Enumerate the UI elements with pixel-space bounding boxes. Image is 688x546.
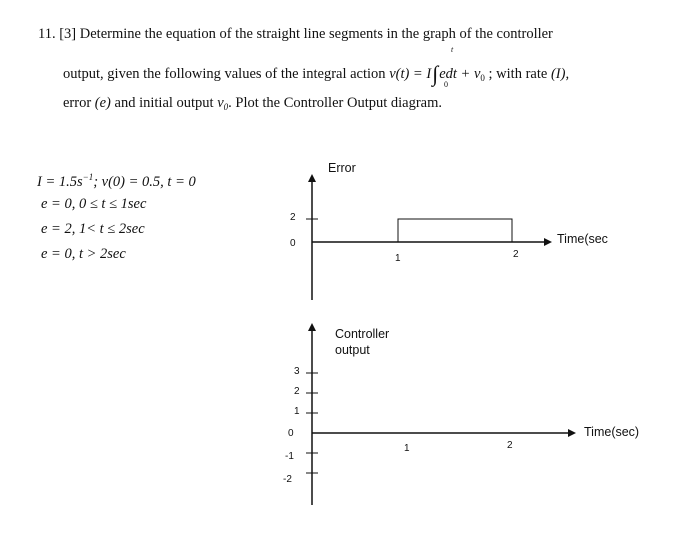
output-x-tick-1: 1 xyxy=(404,443,410,454)
error-y-label: Error xyxy=(328,161,356,175)
question-line-3-b: and initial output xyxy=(114,95,214,111)
integral-upper-limit: t xyxy=(451,45,454,54)
output-y-tick-2: 2 xyxy=(294,386,300,397)
rate-symbol: (I), xyxy=(550,66,570,82)
condition-2: e = 0, 0 ≤ t ≤ 1sec xyxy=(41,196,147,212)
integral-eq-lhs: v(t) = I xyxy=(389,66,432,82)
v0-symbol: $v_0$ xyxy=(217,95,229,112)
question-line-2-end: ; with rate xyxy=(488,66,548,82)
integral-eq-rhs: edt + v xyxy=(439,66,481,82)
error-y-tick-2: 2 xyxy=(290,212,296,223)
question-line-2-start: output, given the following values of the integral action xyxy=(63,66,386,82)
error-x-tick-1: 1 xyxy=(395,253,401,264)
condition-4: e = 0, t > 2sec xyxy=(41,246,126,262)
condition-1: $I = 1.5s^{-1}$; v(0) = 0.5, t = 0 xyxy=(37,172,196,190)
error-x-tick-2: 2 xyxy=(513,249,519,260)
question-line-3-c: . Plot the Controller Output diagram. xyxy=(228,95,443,111)
integral-sign: ∫ xyxy=(432,61,439,86)
error-signal xyxy=(312,219,512,242)
condition-3: e = 2, 1< t ≤ 2sec xyxy=(41,221,145,237)
integral-lower-limit: 0 xyxy=(444,80,448,89)
output-x-label: Time(sec) xyxy=(584,425,640,439)
question-number: 11. xyxy=(38,26,56,42)
error-x-label: Time(sec xyxy=(557,232,608,246)
question-points: [3] xyxy=(59,26,77,42)
output-y-label-line1: Controller xyxy=(335,327,390,341)
output-y-tick-0: 0 xyxy=(288,428,294,439)
integral-eq-sub: 0 xyxy=(480,73,485,83)
question-line-1-text: Determine the equation of the straight line segments in the graph of the controller xyxy=(79,26,553,42)
output-y-tick-neg2: -2 xyxy=(283,474,292,485)
output-y-tick-3: 3 xyxy=(294,366,300,377)
output-x-tick-2: 2 xyxy=(507,440,513,451)
error-y-tick-0: 0 xyxy=(290,238,296,249)
error-symbol: (e) xyxy=(94,95,111,111)
question-line-3-a: error xyxy=(63,95,92,111)
output-y-tick-neg1: -1 xyxy=(285,451,294,462)
output-y-tick-1: 1 xyxy=(294,406,300,417)
output-y-label-line2: output xyxy=(335,343,370,357)
